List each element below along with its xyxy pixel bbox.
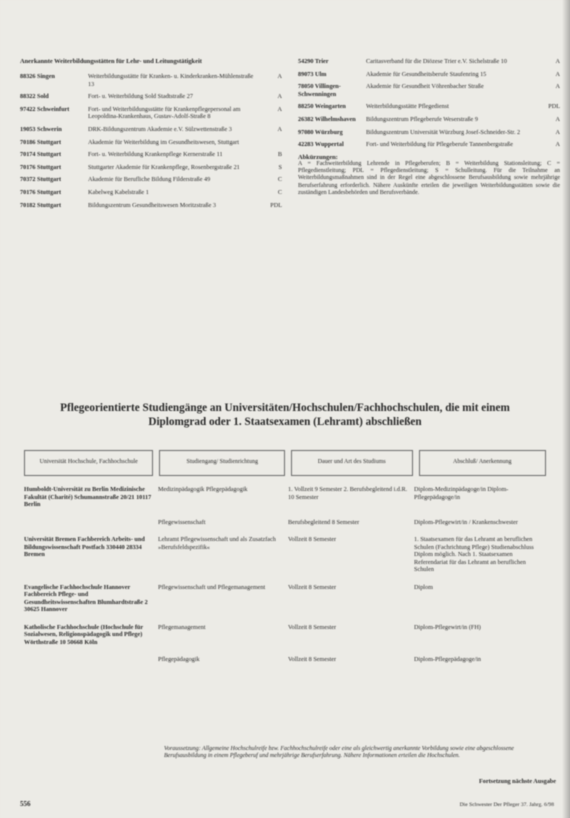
entry-code: A <box>277 73 282 80</box>
entry-description: Akademie für Berufliche Bildung Filderstraße 49 <box>88 176 211 184</box>
section-title: Pflegeorientierte Studiengänge an Universitäten/Hochschulen/Fachhochschulen, die mit einem Diplomgrad oder 1. Staatsexamen (Lehramt) abschließen <box>60 402 510 428</box>
list-item <box>298 116 560 124</box>
entry-code: A <box>277 105 282 113</box>
entry-city: 70186 Stuttgart <box>20 138 62 146</box>
entry-city: 70176 Stuttgart <box>20 188 62 196</box>
entry-description: Fort- u. Weiterbildung Sold Stadtstraße 27 <box>88 93 193 101</box>
entry-description: Akademie für Gesundheitsberufe Staufenring 15 <box>366 70 487 78</box>
table-cell: Diplom-Pflegewirt/in (FH) <box>414 623 481 631</box>
continued-note: Fortsetzung nächste Ausgabe <box>479 778 556 785</box>
entry-city: 70182 Stuttgart <box>20 201 62 209</box>
entry-description: Weiterbildungsstätte für Kranken- u. Kinderkranken-Mühlenstraße 13 <box>88 73 254 88</box>
table-cell <box>24 656 158 664</box>
table-cell: Universität Bremen Fachbereich Arbeits- und Bildungswissenschaft Postfach 330440 28334 Bremen <box>24 536 145 558</box>
list-item <box>298 83 560 98</box>
entry-description: Bildungszentrum Gesundheitswesen Moritzstraße 3 <box>88 201 217 209</box>
entry-city: 88326 Singen <box>20 73 55 80</box>
entry-code: C <box>277 188 282 196</box>
table-cell: Humboldt-Universität zu Berlin Medizinische Fakultät (Charité) Schumannstraße 20/21 10117 Berlin <box>24 486 152 508</box>
table-footnote: Voraussetzung: Allgemeine Hochschulreife bzw. Fachhochschulreife oder eine als gleichwertig anerkannte Vorbildung sowie eine abgeschlossene Berufsausbildung in einem Pflegeberuf und mehrjährige Berufserfahrung. Nähere Informationen erteilen die Hochschulen. <box>164 746 514 760</box>
right-column-list <box>298 58 560 149</box>
entry-city: 54290 Trier <box>298 58 329 65</box>
table-row <box>24 584 546 614</box>
list-item <box>20 189 282 197</box>
journal-footer: Die Schwester Der Pfleger 37. Jahrg. 6/98 <box>459 802 554 808</box>
table-cell: Pflegemanagement <box>158 623 206 631</box>
entry-city: 89073 Ulm <box>298 70 327 78</box>
entry-code: PDL <box>270 201 282 209</box>
table-cell: 1. Staatsexamen für das Lehramt an beruflichen Schulen (Fachrichtung Pflege) Studienabschluss Diplom möglich. Nach 1. Staatsexamen Referendariat für das Lehramt an beruflichen Schulen <box>414 536 534 573</box>
entry-city: 78050 Villingen-Schwenningen <box>298 83 341 98</box>
entry-city: 19053 Schwerin <box>20 125 62 133</box>
table-cell: Diplom <box>414 583 433 591</box>
table-header-cell: Universität Hochschule, Fachhochschule <box>24 450 153 476</box>
entry-code: A <box>555 58 560 65</box>
list-item <box>20 139 282 147</box>
table-row <box>24 624 546 647</box>
entry-code: A <box>555 115 560 123</box>
entry-description: Akademie für Gesundheit Vöhrenbacher Straße <box>366 83 484 91</box>
entry-city: 88322 Sold <box>20 93 49 101</box>
entry-description: Fort- u. Weiterbildung Krankenpflege Kernerstraße 11 <box>88 151 223 159</box>
entry-code: A <box>277 125 282 133</box>
entry-code <box>254 139 282 147</box>
entry-description: Bildungszentrum Pflegeberufe Weserstraße 9 <box>366 115 478 123</box>
table-cell: Berufsbegleitend 8 Semester <box>288 518 360 526</box>
entry-code: A <box>555 83 560 91</box>
notes-title: Abkürzungen: <box>298 153 338 161</box>
table-body <box>24 486 546 664</box>
table-cell: Vollzeit 8 Semester <box>288 623 336 631</box>
entry-city: 97422 Schweinfurt <box>20 105 70 113</box>
entry-code: B <box>277 151 282 159</box>
table-header <box>24 450 546 476</box>
right-column <box>298 58 560 197</box>
entry-code: A <box>277 93 282 101</box>
entry-city: 70372 Stuttgart <box>20 176 62 184</box>
page-number: 556 <box>20 800 31 808</box>
table-cell: Medizinpädagogik Pflegepädagogik <box>158 486 248 493</box>
left-column-list <box>20 73 282 209</box>
study-table <box>24 450 546 664</box>
table-header-cell: Studiengang/ Studienrichtung <box>159 450 285 476</box>
entry-city: 42283 Wuppertal <box>298 141 344 149</box>
entry-description: Stuttgarter Akademie für Krankenpflege, Rosenbergstraße 21 <box>88 163 240 171</box>
table-cell <box>24 519 158 527</box>
table-cell: Diplom-Medizinpädagoge/in Diplom-Pflegepädagoge/in <box>414 486 509 501</box>
table-cell: Pflegewissenschaft <box>158 518 206 526</box>
list-item <box>298 129 560 137</box>
table-cell: Diplom-Pflegewirt/in / Krankenschwester <box>414 518 518 526</box>
list-item <box>20 202 282 210</box>
left-column-header: Anerkannte Weiterbildungsstätten für Lehr- und Leitungstätigkeit <box>20 58 202 65</box>
list-item <box>298 103 560 111</box>
table-cell: Vollzeit 8 Semester <box>288 583 336 591</box>
list-item <box>298 141 560 149</box>
entry-city: 70176 Stuttgart <box>20 163 62 171</box>
table-header-cell: Dauer und Art des Studiums <box>291 450 413 476</box>
entry-code: A <box>555 141 560 149</box>
page-edge-shadow <box>562 0 570 818</box>
table-cell: Katholische Fachhochschule (Hochschule für Sozialwesen, Religionspädagogik und Pflege) Wörthstraße 10 50668 Köln <box>24 623 144 646</box>
table-cell: Evangelische Fachhochschule Hannover Fachbereich Pflege- und Gesundheitswissenschaften Blumhardtstraße 2 30625 Hannover <box>24 583 148 613</box>
entry-code: C <box>277 176 282 184</box>
entry-city: 26382 Wilhelmshaven <box>298 115 356 123</box>
entry-code: PDL <box>548 103 560 111</box>
table-row <box>24 486 546 509</box>
entry-description: Kabelweg Kabelstraße 1 <box>88 188 149 196</box>
entry-code: S <box>278 163 282 171</box>
entry-description: DRK-Bildungszentrum Akademie e.V. Sülzwettenstraße 3 <box>88 125 232 133</box>
table-row <box>24 656 546 664</box>
list-item <box>298 58 560 66</box>
entry-description: Weiterbildungsstätte Pflegedienst <box>366 103 449 111</box>
table-cell: Lehramt Pflegewissenschaft und als Zusatzfach »Berufsfeldspezifik« <box>158 536 276 551</box>
list-item <box>20 73 282 88</box>
table-row <box>24 536 546 574</box>
entry-description: Fort- und Weiterbildung für Pflegeberufe Tannenbergstraße <box>366 141 514 149</box>
table-header-cell: Abschluß/ Anerkennung <box>419 450 547 476</box>
list-item <box>20 151 282 159</box>
entry-city: 70174 Stuttgart <box>20 151 62 159</box>
left-column <box>20 58 282 214</box>
entry-description: Akademie für Weiterbildung im Gesundheitswesen, Stuttgart <box>88 138 239 146</box>
table-cell: Diplom-Pflegepädagoge/in <box>414 656 482 663</box>
list-item <box>20 106 282 121</box>
list-item <box>20 176 282 184</box>
table-cell: Vollzeit 8 Semester <box>288 656 336 663</box>
entry-description: Caritasverband für die Diözese Trier e.V. Sichelstraße 10 <box>366 58 507 65</box>
table-row <box>24 519 546 527</box>
table-cell: Pflegewissenschaft und Pflegemanagement <box>158 583 266 591</box>
table-cell: Pflegepädagogik <box>158 656 200 663</box>
list-item <box>20 93 282 101</box>
list-item <box>20 164 282 172</box>
list-item <box>298 71 560 79</box>
entry-description: Bildungszentrum Universität Würzburg Josef-Schneider-Str. 2 <box>366 128 521 136</box>
entry-code: A <box>555 70 560 78</box>
notes-text: A = Fachweiterbildung Lehrende in Pflegeberufen; B = Weiterbildung Stationsleitung; C = Pflegedienstleitung; PDL = Pflegedienstleitung; S = Schulleitung. Für die Teilnahme an Weiterbildungsmaßnahmen sind in der Regel eine abgeschlossene Berufsausbildung sowie mehrjährige Berufserfahrung erforderlich. Nähere Auskünfte erteilen die jeweiligen Weiterbildungsstätten sowie die zuständigen Landesbehörden und Berufsverbände. <box>298 160 560 196</box>
entry-description: Fort- und Weiterbildungsstätte für Krankenpflegepersonal am Leopoldina-Krankenhaus, Gustav-Adolf-Straße 8 <box>88 105 241 121</box>
entry-code: A <box>555 128 560 136</box>
entry-city: 97080 Würzburg <box>298 128 343 136</box>
list-item <box>20 126 282 134</box>
table-cell: Vollzeit 8 Semester <box>288 536 336 543</box>
entry-city: 88250 Weingarten <box>298 103 346 111</box>
table-cell: 1. Vollzeit 9 Semester 2. Berufsbegleitend i.d.R. 10 Semester <box>288 486 408 501</box>
